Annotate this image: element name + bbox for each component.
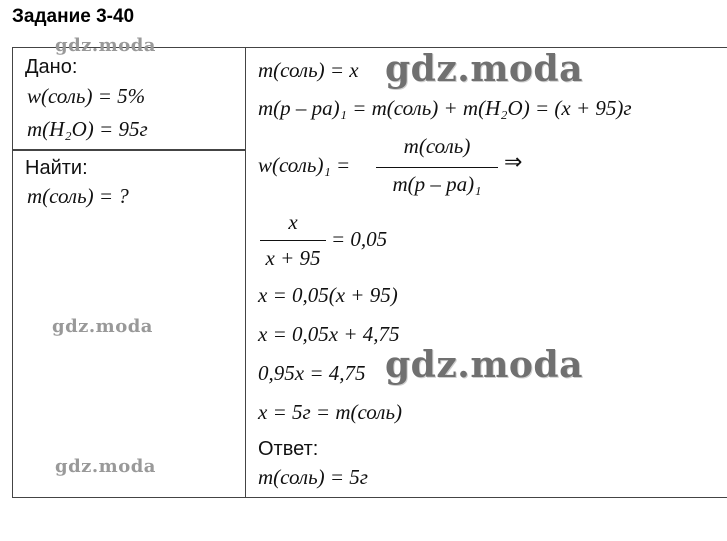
fraction-2-denominator: x + 95 xyxy=(265,246,321,270)
fraction-2 xyxy=(258,210,328,276)
watermark-bottom-left: gdz.moda xyxy=(55,456,156,477)
answer-value: m(соль) = 5г xyxy=(258,465,369,489)
solution-line-3: x = 0,05(x + 95) xyxy=(258,283,398,307)
given-w-salt: w(соль) = 5% xyxy=(27,84,146,108)
answer-label: Ответ: xyxy=(258,438,319,460)
solution-line-1: m(соль) = x xyxy=(258,58,359,82)
solution-line-4: x = 0,05x + 4,75 xyxy=(258,322,400,346)
find-target: m(соль) = ? xyxy=(27,184,129,208)
given-heading: Дано: xyxy=(25,56,78,78)
task-title: Задание 3-40 xyxy=(12,6,135,27)
implies-arrow: ⇒ xyxy=(504,150,523,175)
fraction-1-numerator: m(соль) xyxy=(403,134,471,158)
fraction-1 xyxy=(374,134,500,202)
solution-line-2: m(р – ра)₁ = m(соль) + m(H₂O) = (x + 95)г xyxy=(258,96,632,120)
fraction-1-left: w(соль)₁ = xyxy=(258,153,351,177)
fraction-1-denominator: m(р – ра)₁ xyxy=(392,172,482,196)
watermark-top-right: gdz.moda xyxy=(385,48,583,90)
solution-line-6: x = 5г = m(соль) xyxy=(258,400,402,424)
given-m-water: m(H₂O) = 95г xyxy=(27,117,148,141)
fraction-2-right: = 0,05 xyxy=(331,227,388,251)
watermark-top-left: gdz.moda xyxy=(55,35,156,56)
find-heading: Найти: xyxy=(25,157,88,179)
watermark-middle-left: gdz.moda xyxy=(52,316,153,337)
fraction-1-bar xyxy=(376,167,498,168)
solution-line-5: 0,95x = 4,75 xyxy=(258,361,366,385)
fraction-2-numerator: x xyxy=(288,210,298,234)
fraction-2-bar xyxy=(260,240,326,241)
watermark-middle-right: gdz.moda xyxy=(385,344,583,386)
